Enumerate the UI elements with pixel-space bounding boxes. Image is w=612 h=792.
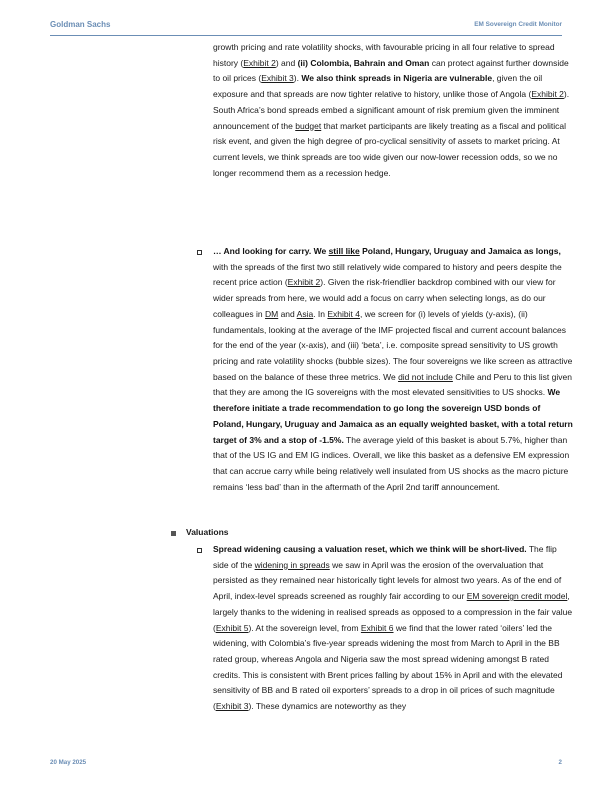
text-run: The flip side of the [213, 544, 557, 570]
still-like-link[interactable]: still like [328, 246, 360, 256]
paragraph-text [213, 542, 573, 715]
did-not-include-link[interactable]: did not include [398, 371, 453, 382]
text-run: ). At the sovereign level, from [248, 622, 361, 633]
exhibit-link[interactable]: Exhibit 3 [215, 701, 249, 712]
text-run: we find that the lower rated ‘oilers’ led the widening, with Colombia’s five-year spreads widening the most from March to April in the BB rated group, whereas Angola and Nigeria saw the most spread widening amongst B rated credits. This is consistent with Brent prices falling by about 15% in April and with the elevated sensitivity of BB and B rated oil exporters’ spreads to a drop in oil prices of such magnitude ( [213, 622, 563, 712]
hollow-square-bullet-icon [197, 250, 202, 255]
asia-link[interactable]: Asia [296, 308, 314, 319]
text-run: , given the oil exposure and that spreads are now tighter relative to history, unlike those of Angola ( [213, 73, 543, 100]
text-run: The average yield of this basket is about 5.7%, higher than that of the US IG and EM IG indices. Overall, we like this basket as a defensive EM expression that can accrue carry while being relatively well insulated from US shocks as the macro picture remains ‘less bad’ than in the aftermath of the April 2nd tariff announcement. [213, 434, 570, 492]
footer-date: 20 May 2025 [50, 759, 87, 766]
budget-link[interactable]: budget [295, 120, 322, 131]
text-run: that market participants are likely treating as a fiscal and political risk event, and given the high degree of pro-cyclical sensitivity of assets to market pricing. At current levels, we think spreads are too wide given our now-lower recession odds, so we no longer recommend them as a recession hedge. [213, 120, 566, 178]
exhibit-link[interactable]: Exhibit 4 [327, 308, 360, 319]
bold-text: We also think spreads in Nigeria are vulnerable [301, 73, 493, 84]
exhibit-link[interactable]: Exhibit 3 [261, 73, 294, 84]
section-heading: Valuations [186, 527, 229, 537]
text-run: . In [313, 308, 328, 319]
bold-text: … And looking for carry. We [213, 246, 329, 256]
text-run: with the spreads of the first two still relatively wide compared to history and peers despite the recent price action ( [213, 261, 562, 288]
text-run: ). [293, 73, 302, 84]
bold-text: We therefore initiate a trade recommendation to go long the sovereign USD bonds of Poland, Hungary, Uruguay and Jamaica as an equally weighted basket, with a total return target of 3% and a stop of -1.5%. [213, 387, 573, 445]
exhibit-link[interactable]: Exhibit 2 [287, 277, 321, 288]
text-run: and [278, 308, 297, 319]
header-divider [50, 35, 562, 36]
exhibit-link[interactable]: Exhibit 5 [215, 622, 249, 633]
filled-square-bullet-icon [171, 531, 176, 536]
dm-link[interactable]: DM [264, 308, 279, 319]
carry-paragraph [213, 244, 573, 496]
text-run: , we screen for (i) levels of yields (y-axis), (ii) fundamentals, looking at the average of the IMF projected fiscal and current account balances for the end of the year (x-axis), and (iii) ‘beta’, i.e. composite spread sensitivity to US growth pricing and rate volatility shocks (bubble sizes). The four sovereigns we like screen as attractive based on the balance of these three metrics. We [213, 308, 573, 382]
hollow-square-bullet-icon [197, 548, 202, 553]
bold-text: Poland, Hungary, Uruguay and Jamaica as longs, [359, 246, 561, 256]
exhibit-link[interactable]: Exhibit 6 [360, 622, 394, 633]
bold-text: (ii) Colombia, Bahrain and Oman [297, 57, 430, 68]
credit-model-link[interactable]: EM sovereign credit model [466, 591, 568, 602]
text-run: Chile and Peru to this list given that they are among the IG sovereigns with the most elevated sensitivities to US shocks. [213, 371, 572, 398]
text-run: , largely thanks to the widening in realised spreads as opposed to a compression in the fair value ( [213, 591, 573, 633]
page-header [50, 20, 562, 34]
bold-text: Spread widening causing a valuation reset, which we think will be short-lived. [213, 544, 527, 554]
text-run: ). Given the risk-friendlier backdrop combined with our view for wider spreads from here, we would add a focus on carry when selecting longs, as do our colleagues in [213, 277, 556, 319]
text-run: ). South Africa’s bond spreads embed a significant amount of risk premium given the imminent announcement of the [213, 89, 570, 131]
text-run: we saw in April was the erosion of the overvaluation that persisted as they remained near historically tight levels for almost two years. As of the end of April, index-level spreads screened as roughly fair according to our [213, 559, 562, 602]
valuations-paragraph [213, 542, 573, 715]
exhibit-link[interactable]: Exhibit 2 [531, 89, 564, 100]
text-run: growth pricing and rate volatility shocks, with favourable pricing in all four relative to spread history ( [213, 42, 555, 68]
brand-name: Goldman Sachs [50, 20, 111, 29]
paragraph-text [213, 244, 573, 496]
widening-in-spreads-link[interactable]: widening in spreads [254, 559, 330, 570]
paragraph-continuation [213, 40, 573, 181]
exhibit-link[interactable]: Exhibit 2 [243, 57, 276, 68]
text-run: ). These dynamics are noteworthy as they [248, 701, 407, 712]
text-run: ) and [275, 57, 298, 68]
text-run: can protect against further downside to oil prices ( [213, 57, 569, 84]
page-number: 2 [558, 759, 562, 766]
paragraph-text [213, 40, 573, 181]
publication-title: EM Sovereign Credit Monitor [474, 21, 562, 28]
